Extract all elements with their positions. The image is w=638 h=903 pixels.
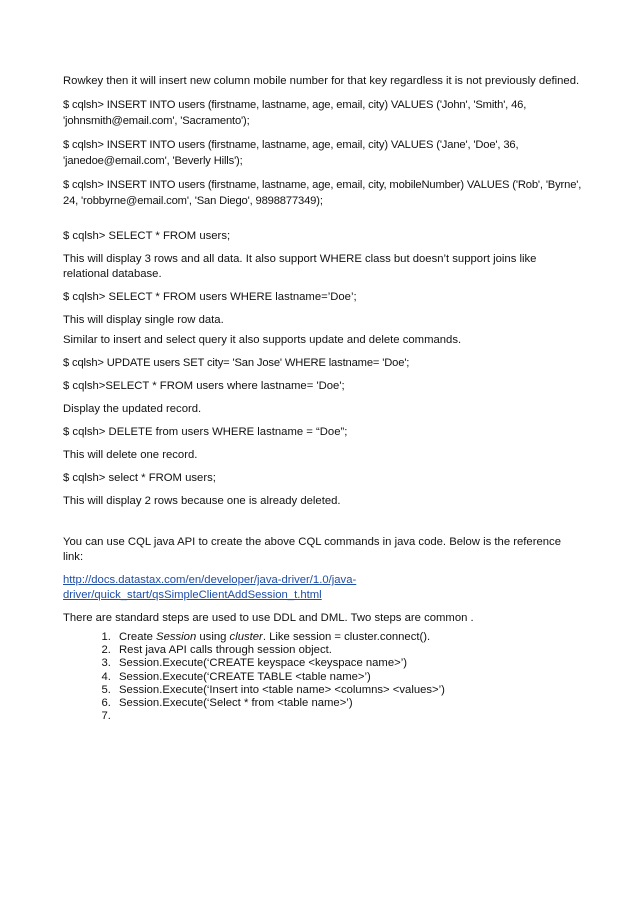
select-where-command: $ cqlsh> SELECT * FROM users WHERE lastname=’Doe’; (63, 291, 357, 303)
insert-command-jane: $ cqlsh> INSERT INTO users (firstname, lastname, age, email, city) VALUES ('Jane', 'Doe', 36, 'janedoe@email.com', 'Beverly Hills'); (63, 139, 519, 167)
standard-steps-paragraph: There are standard steps are used to use DDL and DML. Two steps are common . (63, 612, 474, 624)
reference-link-paragraph (63, 573, 583, 603)
select-after-update-command: $ cqlsh>SELECT * FROM users where lastname= 'Doe'; (63, 380, 345, 392)
insert-command-rob: $ cqlsh> INSERT INTO users (firstname, lastname, age, email, city, mobileNumber) VALUES ('Rob', 'Byrne', 24, 'robbyrne@email.com', 'San Diego', 9898877349); (63, 179, 582, 207)
select-all-command: $ cqlsh> SELECT * FROM users; (63, 230, 231, 242)
datastax-reference-link[interactable]: http://docs.datastax.com/en/developer/java-driver/1.0/java-driver/quick_start/qsSimpleClientAddSession_t.html (63, 574, 357, 601)
select-where-description: This will display single row data. (63, 314, 224, 326)
select-final-description: This will display 2 rows because one is already deleted. (63, 495, 341, 507)
java-api-paragraph: You can use CQL java API to create the above CQL commands in java code. Below is the reference link: (63, 536, 561, 563)
list-item: 3. Session.Execute(‘CREATE keyspace <keyspace name>’) (114, 657, 583, 670)
update-command: $ cqlsh> UPDATE users SET city= 'San Jose' WHERE lastname= 'Doe'; (63, 357, 410, 369)
delete-description: This will delete one record. (63, 449, 198, 461)
update-delete-intro: Similar to insert and select query it also supports update and delete commands. (63, 334, 462, 346)
list-item: 4. Session.Execute(‘CREATE TABLE <table name>’) (114, 671, 583, 684)
updated-record-note: Display the updated record. (63, 403, 202, 415)
select-final-command: $ cqlsh> select * FROM users; (63, 472, 216, 484)
steps-list (63, 631, 583, 723)
list-item (114, 710, 583, 723)
intro-paragraph: Rowkey then it will insert new column mobile number for that key regardless it is not previously defined. (63, 75, 580, 87)
insert-command-john: $ cqlsh> INSERT INTO users (firstname, lastname, age, email, city) VALUES ('John', 'Smith', 46, 'johnsmith@email.com', 'Sacramento'); (63, 99, 527, 127)
delete-command: $ cqlsh> DELETE from users WHERE lastname = “Doe”; (63, 426, 348, 438)
list-item: 6. Session.Execute(‘Select * from <table name>’) (114, 697, 583, 710)
list-item: 5. Session.Execute(‘Insert into <table name> <columns> <values>’) (114, 684, 583, 697)
document-body (63, 74, 583, 723)
list-item: 2. Rest java API calls through session object. (114, 644, 583, 657)
list-item: 1. Create Session using cluster. Like session = cluster.connect(). (114, 631, 583, 644)
select-all-description: This will display 3 rows and all data. It also support WHERE class but doesn’t support joins like relational database. (63, 253, 537, 280)
